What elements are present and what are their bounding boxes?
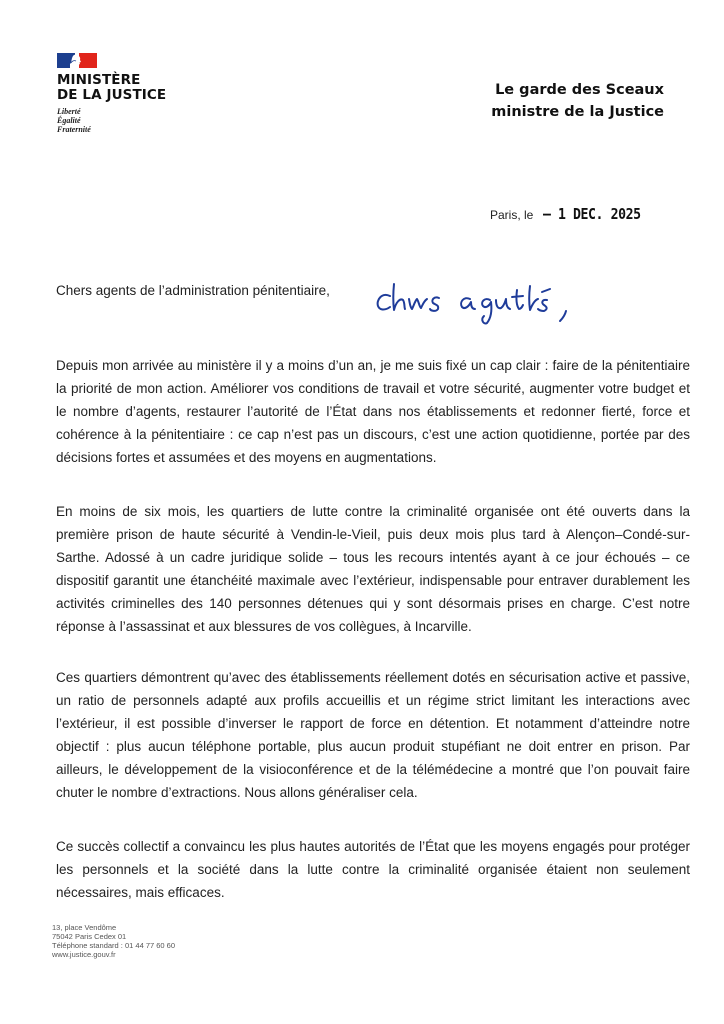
- footer-phone: Téléphone standard : 01 44 77 60 60: [52, 941, 176, 950]
- body-paragraph-4: Ce succès collectif a convaincu les plus hautes autorités de l’État que les moyens engagés pour protéger les personnels et la société dans la lutte contre la criminalité organisée étaient non seulement nécessaires, mais efficaces.: [56, 839, 690, 900]
- footer-website: www.justice.gouv.fr: [52, 950, 116, 959]
- motto-egalite: Égalité: [57, 116, 81, 125]
- ministry-name: [57, 73, 166, 103]
- sender-line-2: ministre de la Justice: [491, 104, 664, 120]
- footer-city: 75042 Paris Cedex 01: [52, 932, 127, 941]
- date-place: Paris, le: [490, 208, 534, 222]
- footer-street: 13, place Vendôme: [52, 923, 117, 932]
- body-paragraph-2: En moins de six mois, les quartiers de lutte contre la criminalité organisée ont été ouverts dans la première prison de haute sécurité à Vendin-le-Vieil, puis deux mois plus tard à Alençon–Condé-sur-Sarthe. Adossé à un cadre juridique solide – tous les recours intentés ayant à ce jour échoués – ce dispositif garantit une étanchéité maximale avec l’extérieur, indispensable pour entraver durablement les activités criminelles des 140 personnes détenues qui y sont désormais prises en charge. C’est notre réponse à l’assassinat et aux blessures de vos collègues, à Incarville.: [56, 504, 690, 634]
- dateline: [490, 205, 658, 223]
- ministry-logo: [57, 53, 166, 134]
- date-stamp: – 1 DEC. 2025: [542, 205, 641, 223]
- republic-motto: [57, 107, 166, 134]
- ministry-line-1: MINISTÈRE: [57, 72, 141, 88]
- salutation-typed: Chers agents de l’administration pénitentiaire,: [56, 283, 330, 298]
- sender-title: [491, 79, 664, 123]
- sender-line-1: Le garde des Sceaux: [495, 82, 664, 98]
- ministry-line-2: DE LA JUSTICE: [57, 87, 167, 103]
- motto-liberte: Liberté: [57, 107, 81, 116]
- body-paragraph-1: Depuis mon arrivée au ministère il y a moins d’un an, je me suis fixé un cap clair : faire de la pénitentiaire la priorité de mon action. Améliorer vos conditions de travail et votre sécurité, augmenter votre budget et le nombre d’agents, restaurer l’autorité de l’État dans nos établissements et redonner fierté, force et cohérence à la pénitentiaire : ce cap n’est pas un discours, c’est une action quotidienne, portée par des décisions fortes et assumées et des moyens en augmentations.: [56, 358, 690, 465]
- marianne-profile-icon: [70, 54, 82, 68]
- handwritten-salutation: [372, 278, 582, 328]
- marianne-flag-icon: [57, 53, 97, 68]
- body-paragraph-3: Ces quartiers démontrent qu’avec des établissements réellement dotés en sécurisation active et passive, un ratio de personnels adapté aux profils accueillis et un régime strict limitant les interactions avec l’extérieur, il est possible d’inverser le rapport de force en détention. Et notamment d’atteindre notre objectif : plus aucun téléphone portable, plus aucun produit stupéfiant ne doit entrer en prison. Par ailleurs, le développement de la visioconférence et de la télémédecine a montré que l’on pouvait faire chuter le nombre d’extractions. Nous allons généraliser cela.: [56, 670, 690, 800]
- motto-fraternite: Fraternité: [57, 125, 91, 134]
- footer-address: [52, 923, 175, 959]
